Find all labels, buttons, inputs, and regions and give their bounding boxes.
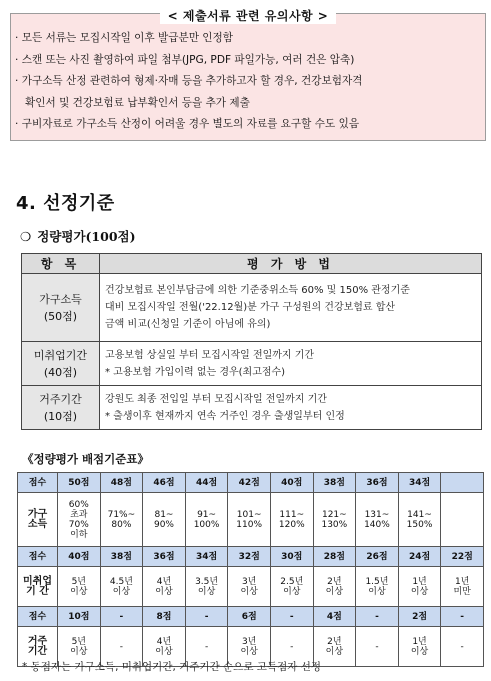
- score-cell: 34점: [185, 547, 228, 567]
- score-cell: 6점: [228, 607, 271, 627]
- score-cell: -: [270, 607, 313, 627]
- criteria-points: (10점): [43, 409, 78, 423]
- section-title: 4. 선정기준: [16, 193, 115, 214]
- score-cell: [441, 493, 484, 547]
- score-cell: 24점: [398, 547, 441, 567]
- score-cell: 44점: [185, 473, 228, 493]
- score-cell: 32점: [228, 547, 271, 567]
- criteria-description: [100, 274, 482, 342]
- score-row-residence-points: [18, 607, 484, 627]
- score-cell: 26점: [356, 547, 399, 567]
- bullet-icon: ❍: [20, 229, 32, 244]
- criteria-label: 가구소득: [39, 292, 82, 306]
- score-cell: -: [441, 627, 484, 667]
- score-cell: 36점: [143, 547, 186, 567]
- footnote: * 동점자는 가구소득, 미취업기간, 거주기간 순으로 고득점자 선정: [22, 661, 322, 673]
- score-cell: 1년 미만: [441, 567, 484, 607]
- score-cell: 4년 이상: [143, 567, 186, 607]
- criteria-description: [100, 386, 482, 430]
- score-cell: 10점: [58, 607, 101, 627]
- score-cell: 42점: [228, 473, 271, 493]
- criteria-header-item: 항 목: [22, 254, 100, 274]
- score-cell: 8점: [143, 607, 186, 627]
- score-cell: 121~ 130%: [313, 493, 356, 547]
- criteria-table: [21, 253, 482, 430]
- score-cell: -: [185, 607, 228, 627]
- score-cell: 2.5년 이상: [270, 567, 313, 607]
- score-cell: 40점: [58, 547, 101, 567]
- score-cell: [441, 473, 484, 493]
- criteria-label-cell: [22, 274, 100, 342]
- score-cell: 131~ 140%: [356, 493, 399, 547]
- score-cell: 38점: [313, 473, 356, 493]
- score-cell: 3년 이상: [228, 567, 271, 607]
- criteria-points: (50점): [43, 309, 78, 323]
- score-cell: 141~ 150%: [398, 493, 441, 547]
- score-row-label: 점수: [18, 547, 58, 567]
- score-row-income-points: [18, 473, 484, 493]
- score-cell: 38점: [100, 547, 143, 567]
- score-row-employment-points: [18, 547, 484, 567]
- score-row-label: 거주 기간: [18, 627, 58, 667]
- score-cell: 50점: [58, 473, 101, 493]
- criteria-desc-line: 건강보험료 본인부담금에 의한 기준중위소득 60% 및 150% 관정기준: [105, 285, 410, 296]
- score-cell: -: [185, 627, 228, 667]
- score-cell: 5년 이상: [58, 627, 101, 667]
- score-cell: -: [356, 607, 399, 627]
- score-row-label: 점수: [18, 473, 58, 493]
- score-cell: -: [100, 627, 143, 667]
- criteria-label: 미취업기간: [33, 348, 88, 362]
- score-cell: 4.5년 이상: [100, 567, 143, 607]
- score-cell: -: [100, 607, 143, 627]
- criteria-points: (40점): [43, 365, 78, 379]
- criteria-desc-line: 강원도 최종 전입일 부터 모집시작일 전일까지 기간: [105, 393, 327, 405]
- notice-line: · 모든 서류는 모집시작일 이후 발급분만 인정함: [15, 32, 234, 44]
- score-cell: 46점: [143, 473, 186, 493]
- criteria-desc-line: 금액 비교(신청일 기준이 아님에 유의): [105, 319, 271, 330]
- score-cell: 2년 이상: [313, 567, 356, 607]
- notice-box: [10, 9, 486, 141]
- score-table-body: [18, 473, 484, 667]
- criteria-desc-line: 대비 모집시작일 전월('22.12월)분 가구 구성원의 건강보험료 합산: [105, 302, 396, 313]
- notice-title: < 제출서류 관련 유의사항 >: [160, 7, 337, 24]
- criteria-row-residence: [22, 386, 482, 430]
- score-cell: 48점: [100, 473, 143, 493]
- score-row-label: 가구 소득: [18, 493, 58, 547]
- score-cell: 91~ 100%: [185, 493, 228, 547]
- score-cell: 4점: [313, 607, 356, 627]
- criteria-desc-line: 고용보험 상실일 부터 모집시작일 전일까지 기간: [105, 349, 315, 361]
- subsection-title-text: 정량평가(100점): [37, 229, 136, 244]
- score-cell: 36점: [356, 473, 399, 493]
- score-cell: 3.5년 이상: [185, 567, 228, 607]
- score-row-label: 점수: [18, 607, 58, 627]
- score-cell: -: [270, 627, 313, 667]
- score-cell: 2년 이상: [313, 627, 356, 667]
- score-row-income-range: [18, 493, 484, 547]
- score-table-title: 《정량평가 배점기준표》: [22, 452, 149, 466]
- score-cell: 34점: [398, 473, 441, 493]
- score-table: [17, 472, 484, 667]
- criteria-label-cell: [22, 386, 100, 430]
- score-cell: 5년 이상: [58, 567, 101, 607]
- score-cell: 101~ 110%: [228, 493, 271, 547]
- notice-line: · 가구소득 산정 관련하여 형제·자매 등을 추가하고자 할 경우, 건강보험자격: [15, 75, 363, 87]
- score-cell: 71%~ 80%: [100, 493, 143, 547]
- criteria-label: 거주기간: [39, 392, 82, 406]
- criteria-desc-line: * 출생이후 현재까지 연속 거주인 경우 출생일부터 인정: [105, 410, 345, 422]
- score-cell: 2점: [398, 607, 441, 627]
- score-cell: 30점: [270, 547, 313, 567]
- score-cell: 60% 초과 70% 이하: [58, 493, 101, 547]
- score-cell: 1년 이상: [398, 567, 441, 607]
- criteria-desc-line: * 고용보험 가입이력 없는 경우(최고점수): [105, 366, 286, 378]
- criteria-description: [100, 342, 482, 386]
- score-row-employment-range: [18, 567, 484, 607]
- notice-line: 확인서 및 건강보험료 납부확인서 등을 추가 제출: [25, 96, 250, 109]
- subsection-title: [20, 227, 136, 245]
- criteria-header-method: 평 가 방 법: [100, 254, 482, 274]
- score-cell: -: [441, 607, 484, 627]
- score-cell: 1년 이상: [398, 627, 441, 667]
- score-row-label: 미취업 기 간: [18, 567, 58, 607]
- score-cell: 40점: [270, 473, 313, 493]
- score-cell: 81~ 90%: [143, 493, 186, 547]
- score-cell: 3년 이상: [228, 627, 271, 667]
- criteria-header-row: [22, 254, 482, 274]
- score-cell: -: [356, 627, 399, 667]
- notice-line: · 스캔 또는 사진 촬영하여 파일 첨부(JPG, PDF 파일가능, 여러 건은 압축): [15, 53, 355, 66]
- criteria-row-unemployment: [22, 342, 482, 386]
- score-cell: 4년 이상: [143, 627, 186, 667]
- score-cell: 111~ 120%: [270, 493, 313, 547]
- score-cell: 1.5년 이상: [356, 567, 399, 607]
- score-cell: 28점: [313, 547, 356, 567]
- criteria-row-income: [22, 274, 482, 342]
- criteria-label-cell: [22, 342, 100, 386]
- notice-line: · 구비자료로 가구소득 산정이 어려울 경우 별도의 자료를 요구할 수도 있음: [15, 118, 360, 130]
- score-cell: 22점: [441, 547, 484, 567]
